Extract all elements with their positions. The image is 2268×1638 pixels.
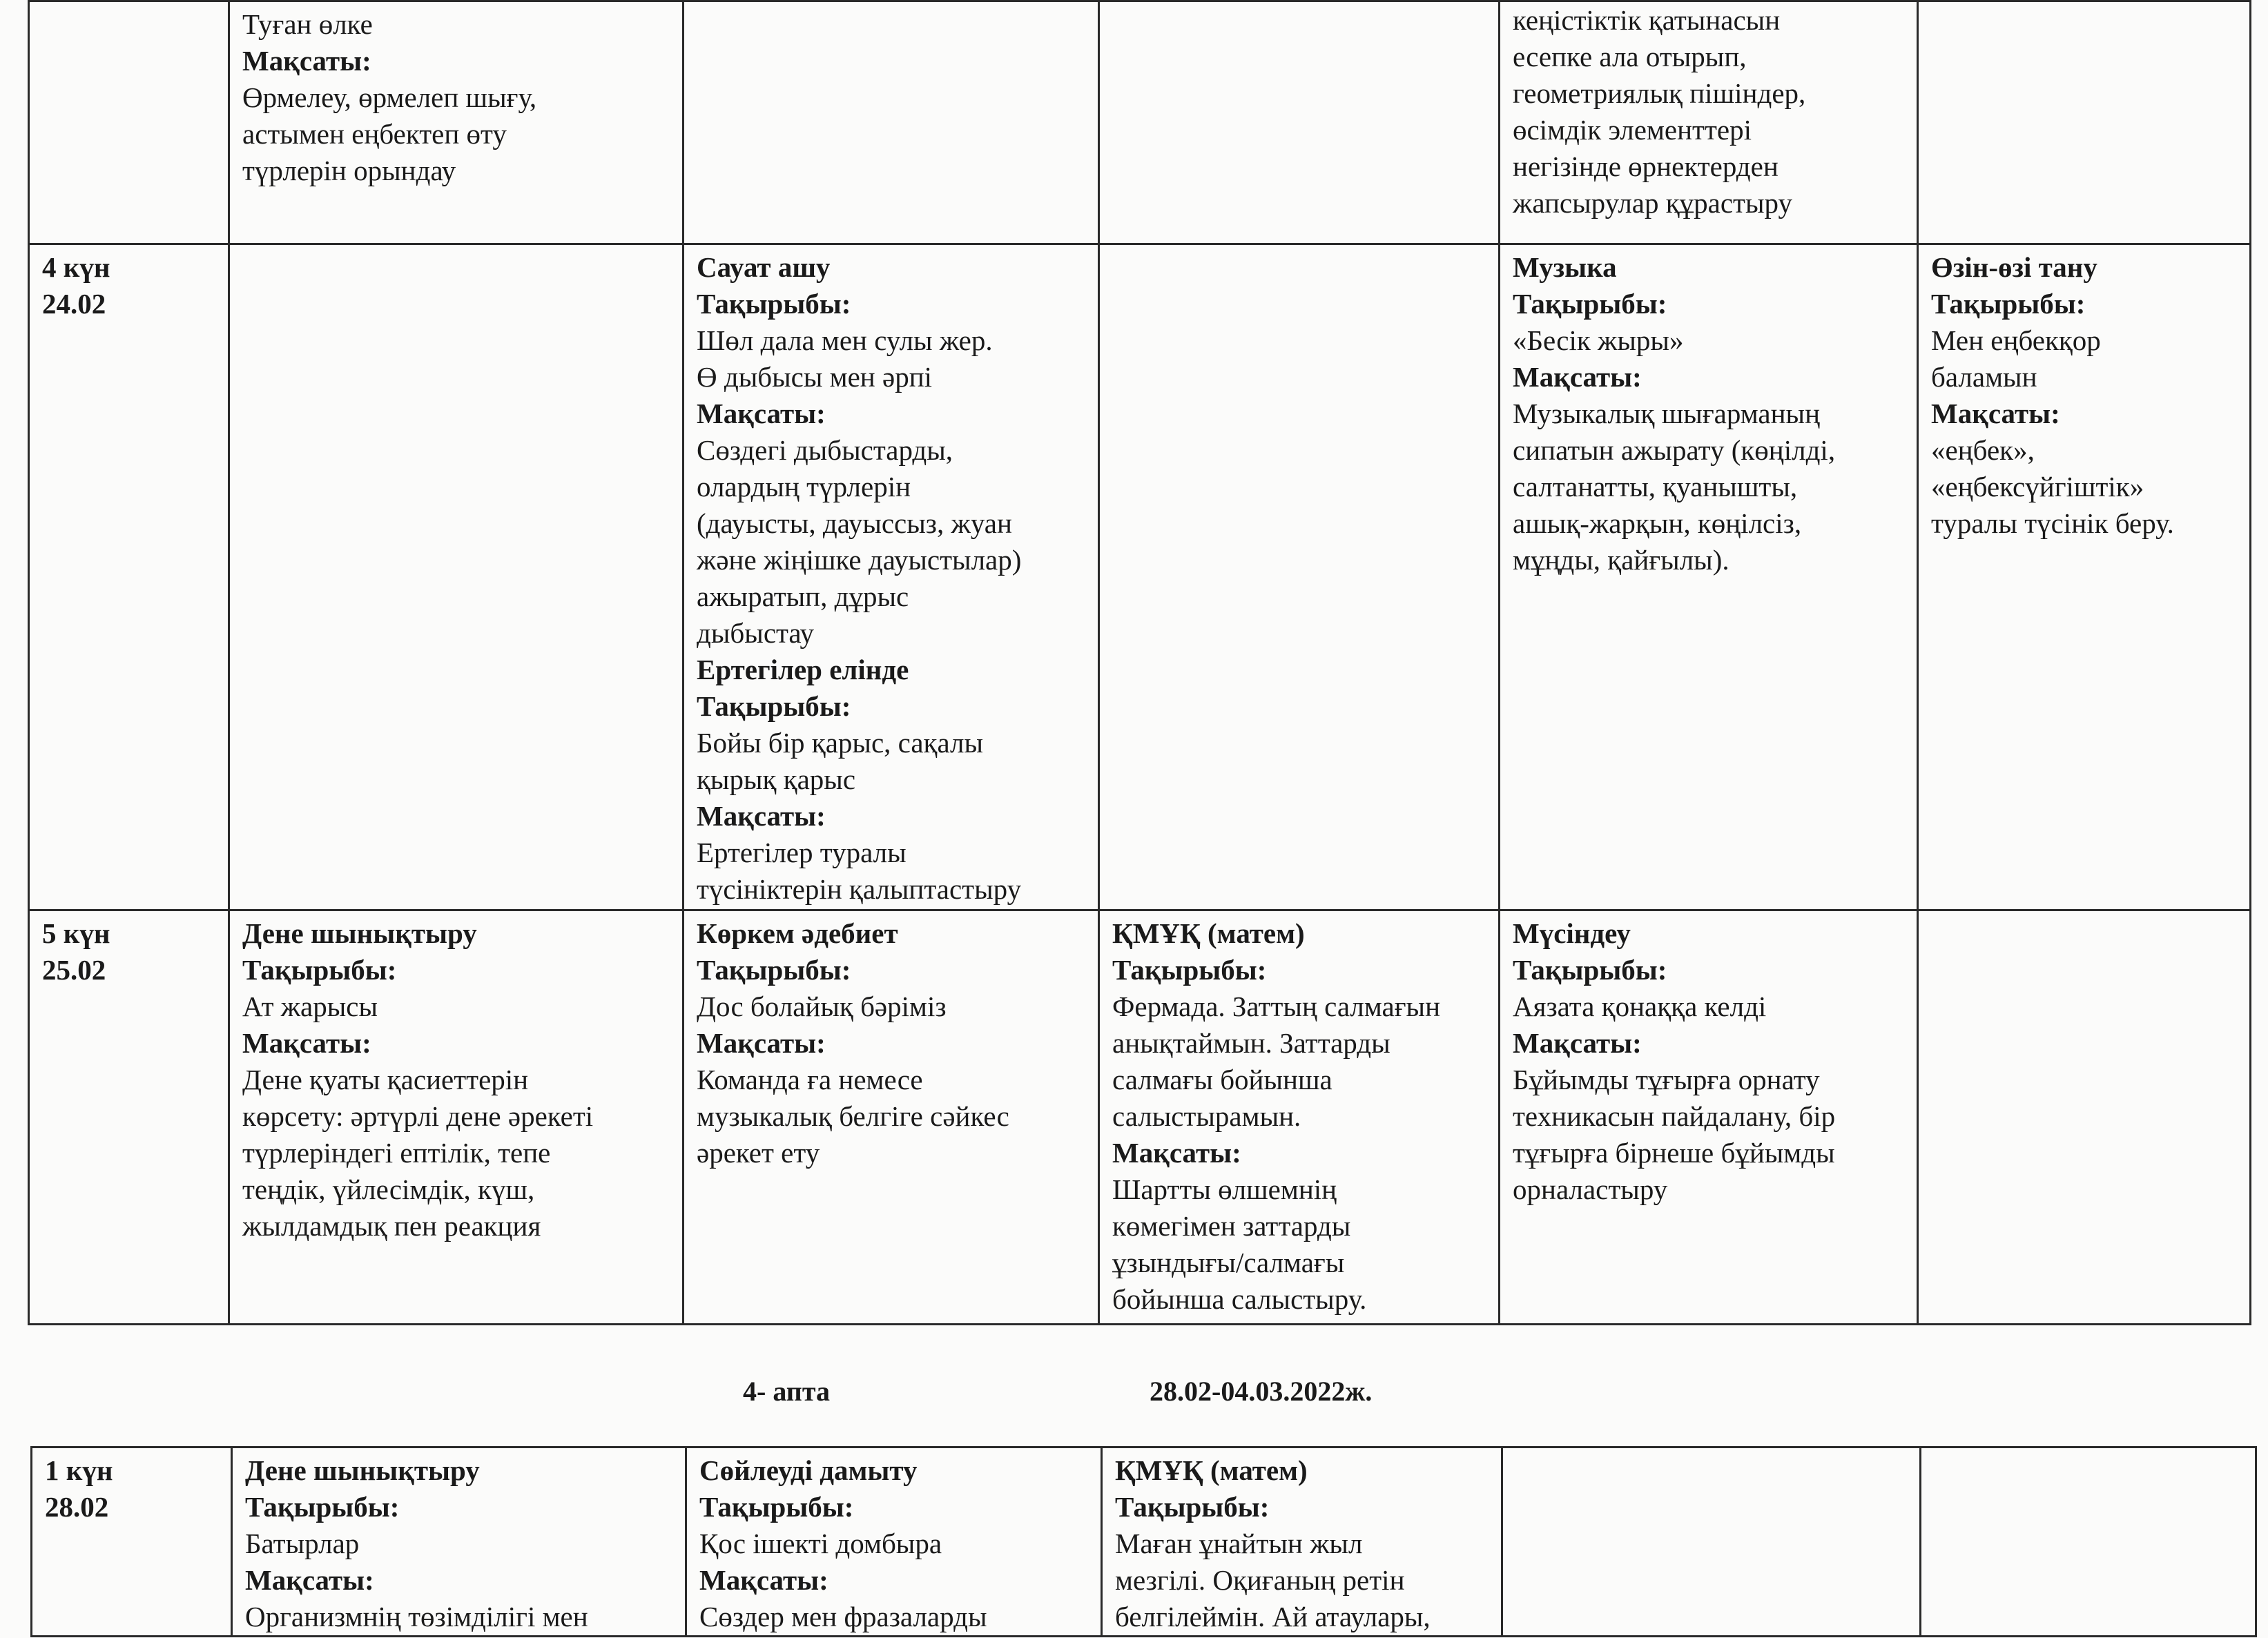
day-cell (29, 1, 229, 244)
field-heading: ҚМҰҚ (матем) (1115, 1454, 1308, 1486)
activity-cell (686, 1447, 1102, 1637)
field-heading: Дене шынықтыру (242, 917, 477, 949)
field-text: Дене қуаты қасиеттерін (242, 1064, 529, 1095)
field-text: Туған өлке (242, 8, 373, 40)
day-label: 28.02 (45, 1491, 109, 1523)
field-heading: Мақсаты: (1513, 1027, 1642, 1059)
schedule-table-week3 (28, 0, 2251, 1325)
field-text: анықтаймын. Заттарды (1112, 1027, 1390, 1059)
field-text: Музыкалық шығарманың (1513, 398, 1821, 429)
day-label: 1 күн (45, 1454, 113, 1486)
field-text: техникасын пайдалану, бір (1513, 1100, 1836, 1132)
field-heading: Өзін-өзі тану (1931, 251, 2097, 283)
field-text: «еңбексүйгіштік» (1931, 471, 2144, 503)
table-row (29, 244, 2251, 910)
field-heading: Тақырыбы: (1513, 288, 1667, 320)
field-text: түрлерін орындау (242, 155, 456, 186)
field-heading: Тақырыбы: (697, 690, 851, 722)
field-heading: Мақсаты: (245, 1564, 374, 1596)
field-text: астымен еңбектеп өту (242, 118, 507, 150)
field-heading: Мақсаты: (697, 398, 826, 429)
field-text: көрсету: әртүрлі дене әрекеті (242, 1100, 594, 1132)
field-text: Сөздер мен фразаларды (699, 1601, 987, 1632)
field-heading: Мақсаты: (699, 1564, 828, 1596)
field-text: мұңды, қайғылы). (1513, 544, 1729, 576)
field-heading: Тақырыбы: (242, 954, 397, 986)
activity-cell (1099, 1, 1500, 244)
activity-cell (1099, 910, 1500, 1325)
field-heading: Сөйлеуді дамыту (699, 1454, 918, 1486)
field-text: теңдік, үйлесімдік, күш, (242, 1173, 535, 1205)
field-text: ұзындығы/салмағы (1112, 1247, 1345, 1278)
field-text: Ат жарысы (242, 991, 378, 1022)
field-text: Ертегілер туралы (697, 837, 907, 868)
field-heading: Мақсаты: (697, 1027, 826, 1059)
day-label: 24.02 (42, 288, 106, 320)
day-label: 25.02 (42, 954, 106, 986)
field-text: кеңістіктік қатынасын (1513, 4, 1781, 36)
field-text: Бұйымды тұғырға орнату (1513, 1064, 1820, 1095)
field-heading: Мақсаты: (1931, 398, 2060, 429)
field-text: жылдамдық пен реакция (242, 1210, 541, 1242)
activity-cell (1102, 1447, 1502, 1637)
week-dates: 28.02-04.03.2022ж. (1150, 1376, 1373, 1407)
activity-cell (1500, 1, 1918, 244)
field-text: дыбыстау (697, 617, 815, 649)
field-heading: Тақырыбы: (1115, 1491, 1270, 1523)
field-text: түсініктерін қалыптастыру (697, 873, 1022, 905)
field-text: жапсырулар құрастыру (1513, 187, 1792, 219)
activity-cell (229, 244, 684, 910)
activity-cell (232, 1447, 686, 1637)
field-text: мезгілі. Оқиғаның ретін (1115, 1564, 1405, 1596)
field-heading: Мақсаты: (697, 800, 826, 832)
activity-cell (1500, 244, 1918, 910)
field-heading: ҚМҰҚ (матем) (1112, 917, 1305, 949)
field-heading: Ертегілер елінде (697, 654, 909, 685)
field-text: салыстырамын. (1112, 1100, 1301, 1132)
field-text: «еңбек», (1931, 434, 2035, 466)
field-text: бойынша салыстыру. (1112, 1283, 1367, 1315)
field-text: белгілеймін. Ай атаулары, (1115, 1601, 1431, 1632)
activity-cell (1918, 910, 2251, 1325)
field-text: Команда ға немесе (697, 1064, 923, 1095)
field-heading: Мақсаты: (242, 45, 371, 77)
field-heading: Тақырыбы: (1931, 288, 2086, 320)
field-text: қырық қарыс (697, 763, 856, 795)
field-heading: Мақсаты: (1112, 1137, 1241, 1169)
week-label: 4- апта (743, 1376, 830, 1407)
field-text: және жіңішке дауыстылар) (697, 544, 1022, 576)
activity-cell (684, 244, 1099, 910)
field-text: туралы түсінік беру. (1931, 507, 2174, 539)
activity-cell (1500, 910, 1918, 1325)
field-text: тұғырға бірнеше бұйымды (1513, 1137, 1835, 1169)
activity-cell (1502, 1447, 1921, 1637)
field-heading: Тақырыбы: (1513, 954, 1667, 986)
field-text: есепке ала отырып, (1513, 41, 1747, 72)
activity-cell (684, 1, 1099, 244)
field-heading: Тақырыбы: (1112, 954, 1267, 986)
activity-cell (1918, 1, 2251, 244)
field-heading: Тақырыбы: (699, 1491, 854, 1523)
field-text: Өрмелеу, өрмелеп шығу, (242, 81, 537, 113)
field-text: геометриялық пішіндер, (1513, 77, 1806, 109)
field-text: ашық-жарқын, көңілсіз, (1513, 507, 1802, 539)
field-text: өсімдік элементтері (1513, 114, 1752, 146)
field-heading: Мүсіндеу (1513, 917, 1631, 949)
field-text: Маған ұнайтын жыл (1115, 1528, 1363, 1559)
field-heading: Тақырыбы: (245, 1491, 400, 1523)
table-row (32, 1447, 2256, 1637)
field-text: Қос ішекті домбыра (699, 1528, 942, 1559)
field-text: Шартты өлшемнің (1112, 1173, 1337, 1205)
field-text: Бойы бір қарыс, сақалы (697, 727, 984, 759)
activity-cell (1918, 244, 2251, 910)
field-text: «Бесік жыры» (1513, 324, 1684, 356)
activity-cell (1099, 244, 1500, 910)
activity-cell (1921, 1447, 2256, 1637)
field-text: салмағы бойынша (1112, 1064, 1332, 1095)
field-text: негізінде өрнектерден (1513, 150, 1778, 182)
day-label: 4 күн (42, 251, 110, 283)
field-heading: Сауат ашу (697, 251, 831, 283)
field-text: музыкалық белгіге сәйкес (697, 1100, 1009, 1132)
field-text: Сөздегі дыбыстарды, (697, 434, 953, 466)
field-text: Дос болайық бәріміз (697, 991, 947, 1022)
field-text: көмегімен заттарды (1112, 1210, 1351, 1242)
field-text: сипатын ажырату (көңілді, (1513, 434, 1836, 466)
activity-cell (684, 910, 1099, 1325)
field-heading: Дене шынықтыру (245, 1454, 480, 1486)
field-text: түрлеріндегі ептілік, тепе (242, 1137, 551, 1169)
activity-cell (229, 1, 684, 244)
field-heading: Мақсаты: (242, 1027, 371, 1059)
field-text: Аязата қонаққа келді (1513, 991, 1767, 1022)
field-heading: Тақырыбы: (697, 288, 851, 320)
field-heading: Музыка (1513, 251, 1617, 283)
field-text: Батырлар (245, 1528, 360, 1559)
field-text: Фермада. Заттың салмағын (1112, 991, 1441, 1022)
table-row (29, 1, 2251, 244)
field-heading: Тақырыбы: (697, 954, 851, 986)
field-text: Организмнің төзімділігі мен (245, 1601, 588, 1632)
field-text: олардың түрлерін (697, 471, 911, 503)
day-cell (29, 244, 229, 910)
day-cell (29, 910, 229, 1325)
field-text: Мен еңбекқор (1931, 324, 2101, 356)
field-text: (дауысты, дауыссыз, жуан (697, 507, 1012, 539)
table-row (29, 910, 2251, 1325)
schedule-table-week4 (30, 1446, 2257, 1637)
day-cell (32, 1447, 232, 1637)
field-text: Шөл дала мен сулы жер. (697, 324, 993, 356)
field-heading: Мақсаты: (1513, 361, 1642, 393)
field-heading: Көркем әдебиет (697, 917, 898, 949)
field-text: Ө дыбысы мен әрпі (697, 361, 933, 393)
field-text: орналастыру (1513, 1173, 1668, 1205)
field-text: әрекет ету (697, 1137, 820, 1169)
field-text: ажыратып, дұрыс (697, 581, 909, 612)
activity-cell (229, 910, 684, 1325)
field-text: салтанатты, қуанышты, (1513, 471, 1798, 503)
field-text: баламын (1931, 361, 2037, 393)
day-label: 5 күн (42, 917, 110, 949)
